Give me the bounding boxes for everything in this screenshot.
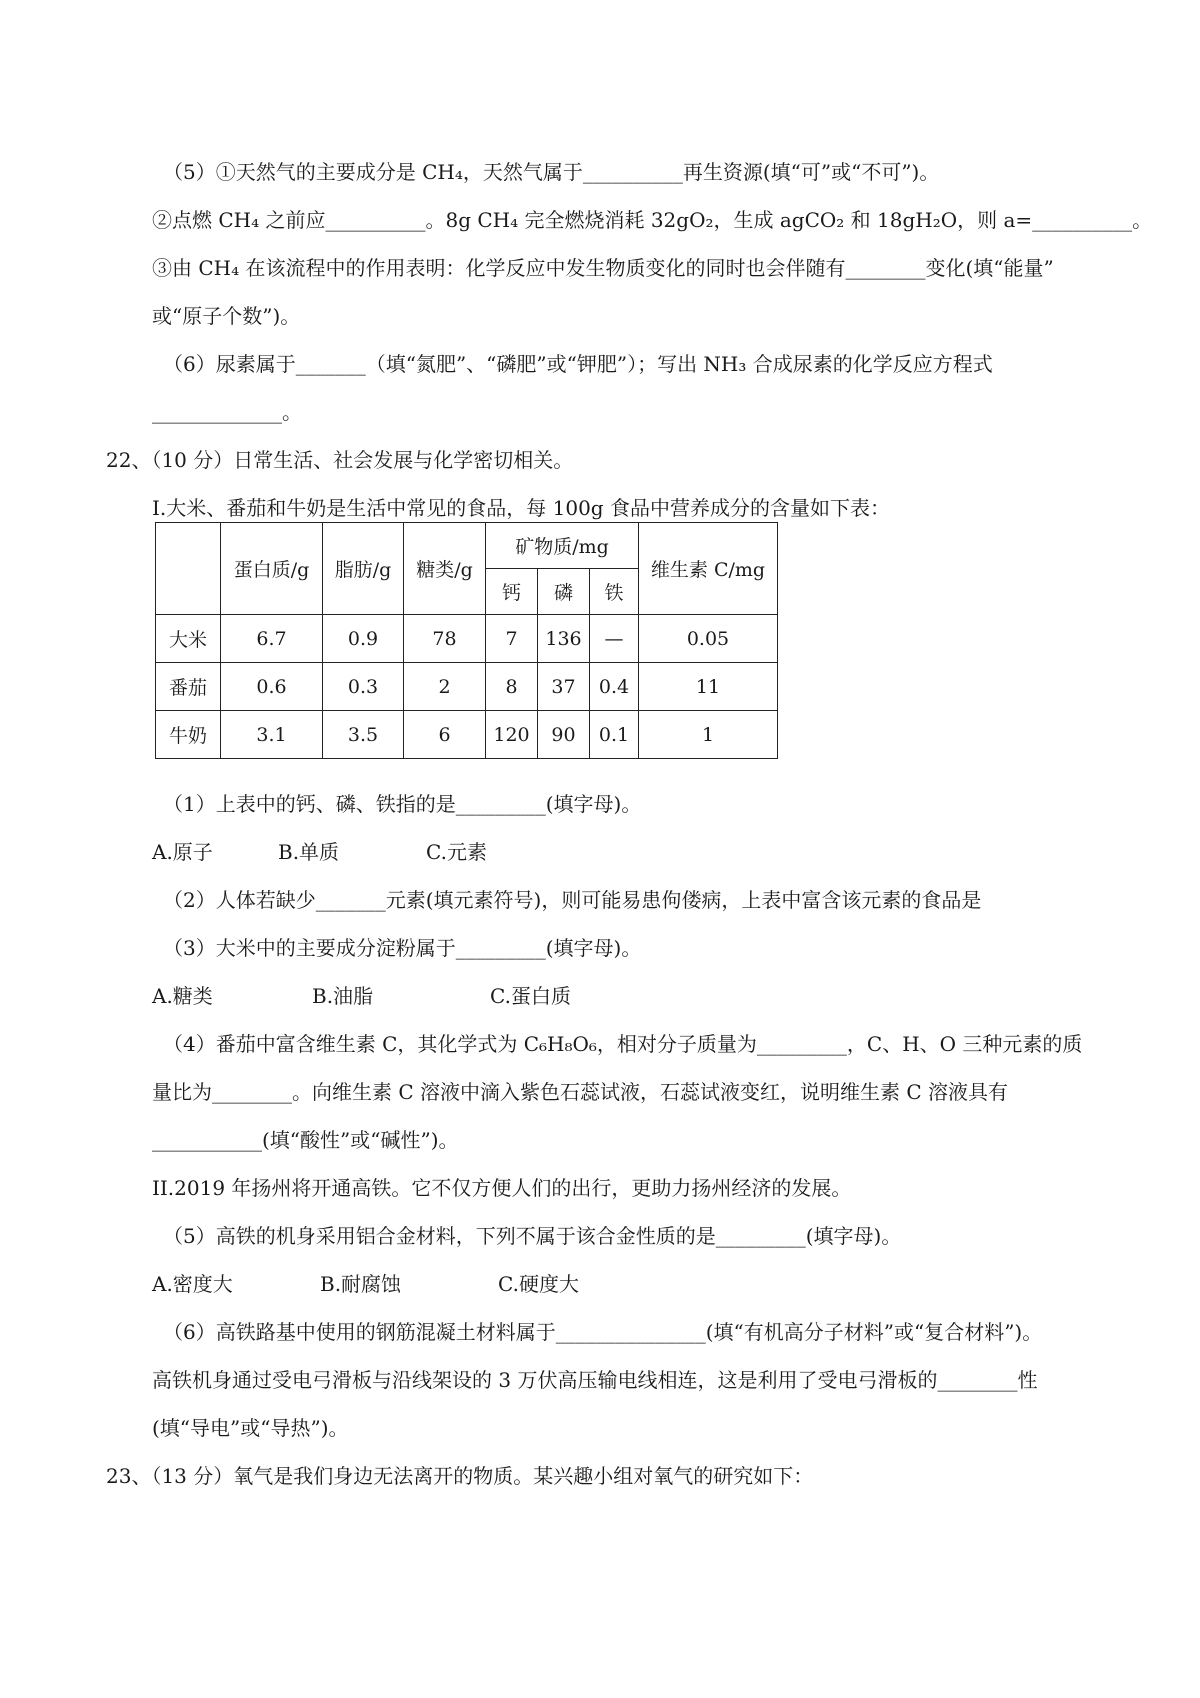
- q21-p5-line1: （5）①天然气的主要成分是 CH₄，天然气属于__________再生资源(填“可”或“不可”)。: [163, 160, 940, 184]
- table-cell: 0.4: [590, 663, 639, 711]
- subheader-iron: 铁: [590, 569, 639, 615]
- table-cell: 1: [639, 711, 778, 759]
- table-cell: 6.7: [221, 615, 323, 663]
- table-cell: —: [590, 615, 639, 663]
- table-cell: 136: [538, 615, 590, 663]
- nutrition-table: [155, 522, 778, 759]
- q22-part1-intro: I.大米、番茄和牛奶是生活中常见的食品，每 100g 食品中营养成分的含量如下表：: [152, 496, 890, 520]
- q22-q3-option-c: C.蛋白质: [490, 984, 571, 1008]
- table-cell: 37: [538, 663, 590, 711]
- q22-q4-line1: （4）番茄中富含维生素 C，其化学式为 C₆H₈O₆，相对分子质量为_________，C、H、O 三种元素的质: [163, 1032, 1083, 1056]
- q21-p6-line1: （6）尿素属于_______（填“氮肥”、“磷肥”或“钾肥”）；写出 NH₃ 合成尿素的化学反应方程式: [163, 352, 993, 376]
- q22-q1-option-c: C.元素: [426, 840, 487, 864]
- q21-p5-line2: ②点燃 CH₄ 之前应__________。8g CH₄ 完全燃烧消耗 32gO₂，生成 agCO₂ 和 18gH₂O，则 a=__________。: [152, 208, 1153, 232]
- q22-q6-line3: (填“导电”或“导热”)。: [152, 1416, 349, 1440]
- table-cell: 0.05: [639, 615, 778, 663]
- table-cell: 0.6: [221, 663, 323, 711]
- table-corner-cell: [156, 523, 221, 615]
- table-cell: 2: [404, 663, 486, 711]
- col-header-vitamin-c: 维生素 C/mg: [639, 523, 778, 615]
- row-label: 牛奶: [156, 711, 221, 759]
- q22-q3: （3）大米中的主要成分淀粉属于_________(填字母)。: [163, 936, 642, 960]
- table-cell: 6: [404, 711, 486, 759]
- table-cell: 0.3: [323, 663, 404, 711]
- table-cell: 8: [486, 663, 538, 711]
- row-label: 大米: [156, 615, 221, 663]
- table-row: [156, 711, 778, 759]
- q21-p5-line4: 或“原子个数”)。: [152, 304, 301, 328]
- q22-heading: 22、（10 分）日常生活、社会发展与化学密切相关。: [106, 448, 574, 472]
- q22-q5-option-b: B.耐腐蚀: [320, 1272, 402, 1296]
- table-cell: 3.1: [221, 711, 323, 759]
- table-row: [156, 615, 778, 663]
- q22-q3-option-b: B.油脂: [312, 984, 374, 1008]
- q22-q2: （2）人体若缺少_______元素(填元素符号)，则可能易患佝偻病，上表中富含该元素的食品是: [163, 888, 982, 912]
- q22-q3-option-a: A.糖类: [152, 984, 213, 1008]
- table-cell: 120: [486, 711, 538, 759]
- q22-q6-line2: 高铁机身通过受电弓滑板与沿线架设的 3 万伏高压输电线相连，这是利用了受电弓滑板的________性: [152, 1368, 1038, 1392]
- table-cell: 0.9: [323, 615, 404, 663]
- table-cell: 90: [538, 711, 590, 759]
- q22-q4-line3: ___________(填“酸性”或“碱性”)。: [152, 1128, 459, 1152]
- table-cell: 3.5: [323, 711, 404, 759]
- col-header-sugar: 糖类/g: [404, 523, 486, 615]
- subheader-calcium: 钙: [486, 569, 538, 615]
- q22-q1: （1）上表中的钙、磷、铁指的是_________(填字母)。: [163, 792, 642, 816]
- q22-q6-line1: （6）高铁路基中使用的钢筋混凝土材料属于_______________(填“有机高分子材料”或“复合材料”)。: [163, 1320, 1043, 1344]
- q23-heading: 23、（13 分）氧气是我们身边无法离开的物质。某兴趣小组对氧气的研究如下：: [106, 1464, 814, 1488]
- col-header-protein: 蛋白质/g: [221, 523, 323, 615]
- table-cell: 78: [404, 615, 486, 663]
- q22-q5: （5）高铁的机身采用铝合金材料，下列不属于该合金性质的是_________(填字母)。: [163, 1224, 902, 1248]
- q22-q5-option-a: A.密度大: [152, 1272, 233, 1296]
- table-cell: 7: [486, 615, 538, 663]
- col-header-minerals: 矿物质/mg: [486, 523, 639, 569]
- subheader-phosphorus: 磷: [538, 569, 590, 615]
- q21-p5-line3: ③由 CH₄ 在该流程中的作用表明：化学反应中发生物质变化的同时也会伴随有________变化(填“能量”: [152, 256, 1054, 280]
- table-cell: 11: [639, 663, 778, 711]
- table-cell: 0.1: [590, 711, 639, 759]
- row-label: 番茄: [156, 663, 221, 711]
- q21-p6-line2: _____________。: [152, 400, 302, 424]
- q22-q4-line2: 量比为________。向维生素 C 溶液中滴入紫色石蕊试液，石蕊试液变红，说明维生素 C 溶液具有: [152, 1080, 1009, 1104]
- q22-q5-option-c: C.硬度大: [498, 1272, 579, 1296]
- q22-part2-intro: II.2019 年扬州将开通高铁。它不仅方便人们的出行，更助力扬州经济的发展。: [152, 1176, 852, 1200]
- col-header-fat: 脂肪/g: [323, 523, 404, 615]
- q22-q1-option-b: B.单质: [278, 840, 340, 864]
- table-row: [156, 663, 778, 711]
- q22-q1-option-a: A.原子: [152, 840, 213, 864]
